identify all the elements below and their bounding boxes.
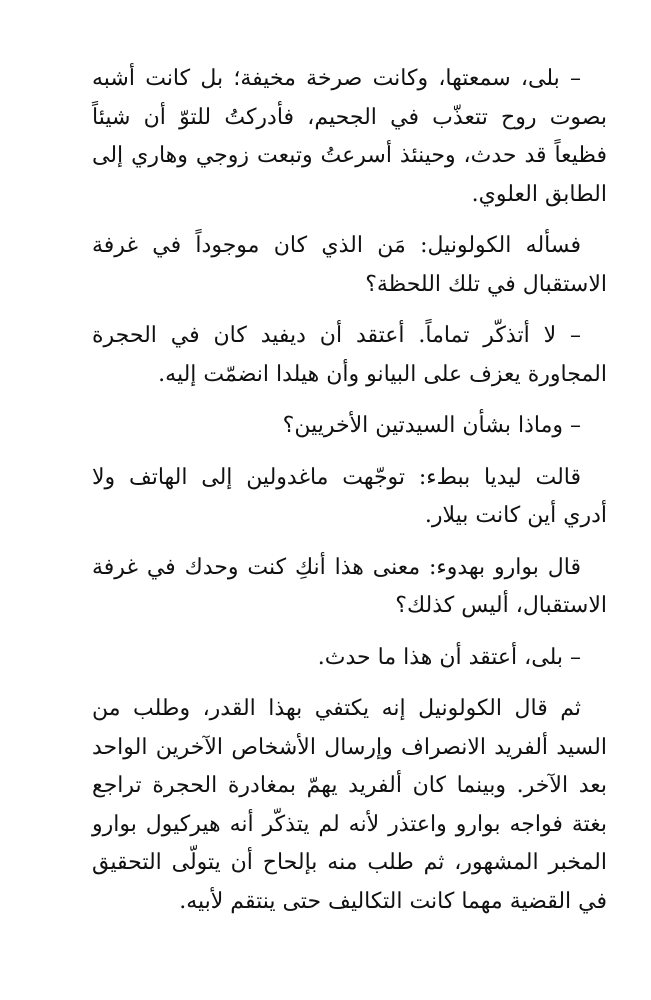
paragraph-lydia-reply: قالت ليديا ببطء: توجّهت ماغدولين إلى الهاتف ولا أدري أين كانت بيلار. xyxy=(92,464,607,528)
paragraph-colonel-question: فسأله الكولونيل: مَن الذي كان موجوداً في غرفة الاستقبال في تلك اللحظة؟ xyxy=(92,233,607,297)
paragraph-dialogue-scream: – بلى، سمعتها، وكانت صرخة مخيفة؛ بل كانت أشبه بصوت روح تتعذّب في الجحيم، فأدركتُ للتوّ أن شيئاً فظيعاً قد حدث، وحينئذ أسرعتُ وتبعت زوجي وهاري إلى الطابق العلوي. xyxy=(92,66,607,207)
paragraph-dialogue-piano: – لا أتذكّر تماماً. أعتقد أن ديفيد كان في الحجرة المجاورة يعزف على البيانو وأن هيلدا انضمّت إليه. xyxy=(92,323,607,387)
paragraph-dialogue-confirm: – بلى، أعتقد أن هذا ما حدث. xyxy=(317,644,581,670)
paragraph-dialogue-ladies: – وماذا بشأن السيدتين الأخريين؟ xyxy=(282,413,581,438)
paragraph-poirot-question: قال بوارو بهدوء: معنى هذا أنكِ كنت وحدك في غرفة الاستقبال، أليس كذلك؟ xyxy=(92,554,607,618)
paragraph-closing: ثم قال الكولونيل إنه يكتفي بهذا القدر، وطلب من السيد ألفريد الانصراف وإرسال الأشخاص الآخرين الواحد بعد الآخر. وبينما كان ألفريد يهمّ بمغادرة الحجرة تراجع بغتة فواجه بوارو واعتذر لأنه لم يتذكّر أنه هيركيول بوارو المخبر المشهور، ثم طلب منه بإلحاح أن يتولّى التحقيق في القضية مهما كانت التكاليف حتى ينتقم لأبيه. xyxy=(92,696,607,914)
book-page xyxy=(92,60,607,921)
